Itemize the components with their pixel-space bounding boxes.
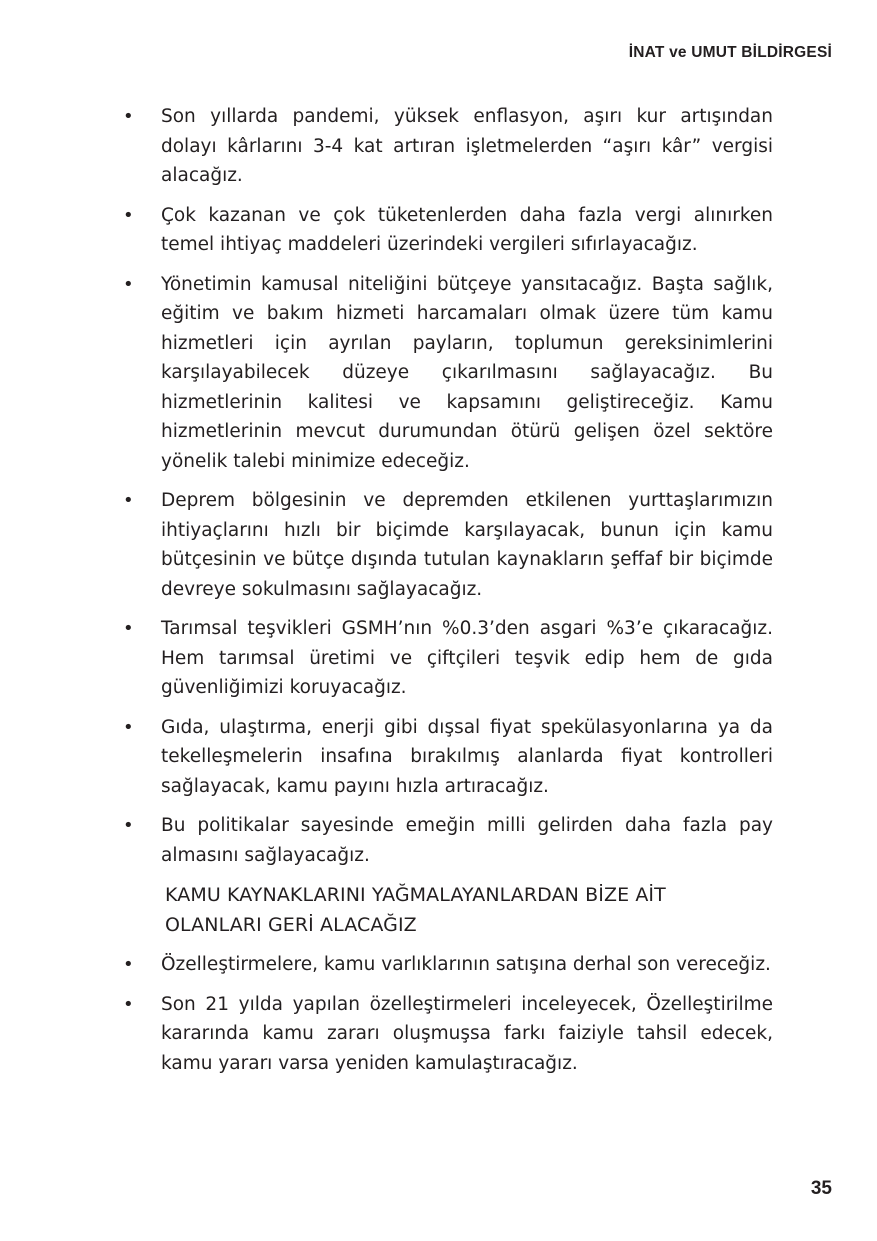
bullet-icon: •: [123, 490, 134, 511]
list-item-text: Çok kazanan ve çok tüketenlerden daha fazla vergi alınırken temel ihtiyaç maddeleri üzerindeki vergileri sıfırlayacağız.: [161, 204, 773, 255]
bullet-icon: •: [123, 273, 134, 295]
list-item: [123, 201, 773, 260]
section-heading: KAMU KAYNAKLARINI YAĞMALAYANLARDAN BİZE AİT OLANLARI GERİ ALACAĞIZ: [165, 884, 666, 936]
bullet-icon: •: [123, 815, 134, 836]
list-item: [123, 811, 773, 870]
page-content: [123, 102, 773, 1088]
bullet-icon: •: [123, 716, 134, 738]
bullet-icon: •: [123, 954, 134, 975]
list-item-text: Son 21 yılda yapılan özelleştirmeleri inceleyecek, Özelleştirilme kararında kamu zararı oluşmuşsa farkı faiziyle tahsil edecek, kamu yararı varsa yeniden kamulaştıracağız.: [161, 993, 773, 1074]
list-item: [123, 270, 773, 477]
list-item-text: Son yıllarda pandemi, yüksek enflasyon, aşırı kur artışından dolayı kârlarını 3-4 kat artıran işletmelerden “aşırı kâr” vergisi alacağız.: [161, 106, 773, 186]
list-item: [123, 486, 773, 604]
policy-list-1: [123, 102, 773, 870]
policy-list-2: [123, 950, 773, 1078]
bullet-icon: •: [123, 618, 134, 639]
list-item-text: Deprem bölgesinin ve depremden etkilenen yurttaşlarımızın ihtiyaçlarını hızlı bir biçimde karşılayacak, bunun için kamu bütçesinin ve bütçe dışında tutulan kaynakların şeffaf bir biçimde devreye sokulmasını sağlayacağız.: [161, 490, 773, 600]
bullet-icon: •: [123, 993, 134, 1015]
list-item: [123, 614, 773, 703]
bullet-icon: •: [123, 106, 134, 127]
list-item-text: Tarımsal teşvikleri GSMH’nın %0.3’den asgari %3’e çıkaracağız. Hem tarımsal üretimi ve çiftçileri teşvik edip hem de gıda güvenliğimizi koruyacağız.: [161, 618, 773, 698]
list-item-text: Yönetimin kamusal niteliğini bütçeye yansıtacağız. Başta sağlık, eğitim ve bakım hizmeti harcamaları olmak üzere tüm kamu hizmetleri için ayrılan payların, toplumun gereksinimlerini karşılayabilecek düzeye çıkarılmasını sağlayacağız. Bu hizmetlerinin kalitesi ve kapsamını geliştireceğiz. Kamu hizmetlerinin mevcut durumundan ötürü gelişen özel sektöre yönelik talebi minimize edeceğiz.: [161, 273, 773, 472]
page-number: 35: [810, 1178, 832, 1199]
list-item: [123, 950, 773, 980]
list-item-text: Özelleştirmelere, kamu varlıklarının satışına derhal son vereceğiz.: [161, 954, 771, 975]
list-item: [123, 102, 773, 191]
list-item: [123, 713, 773, 802]
list-item-text: Gıda, ulaştırma, enerji gibi dışsal fiyat spekülasyonlarına ya da tekelleşmelerin insafına bırakılmış alanlarda fiyat kontrolleri sağlayacak, kamu payını hızla artıracağız.: [161, 716, 773, 797]
list-item: [123, 990, 773, 1079]
bullet-icon: •: [123, 204, 134, 226]
running-header: İNAT ve UMUT BİLDİRGESİ: [628, 44, 832, 61]
list-item-text: Bu politikalar sayesinde emeğin milli gelirden daha fazla pay almasını sağlayacağız.: [161, 815, 773, 866]
